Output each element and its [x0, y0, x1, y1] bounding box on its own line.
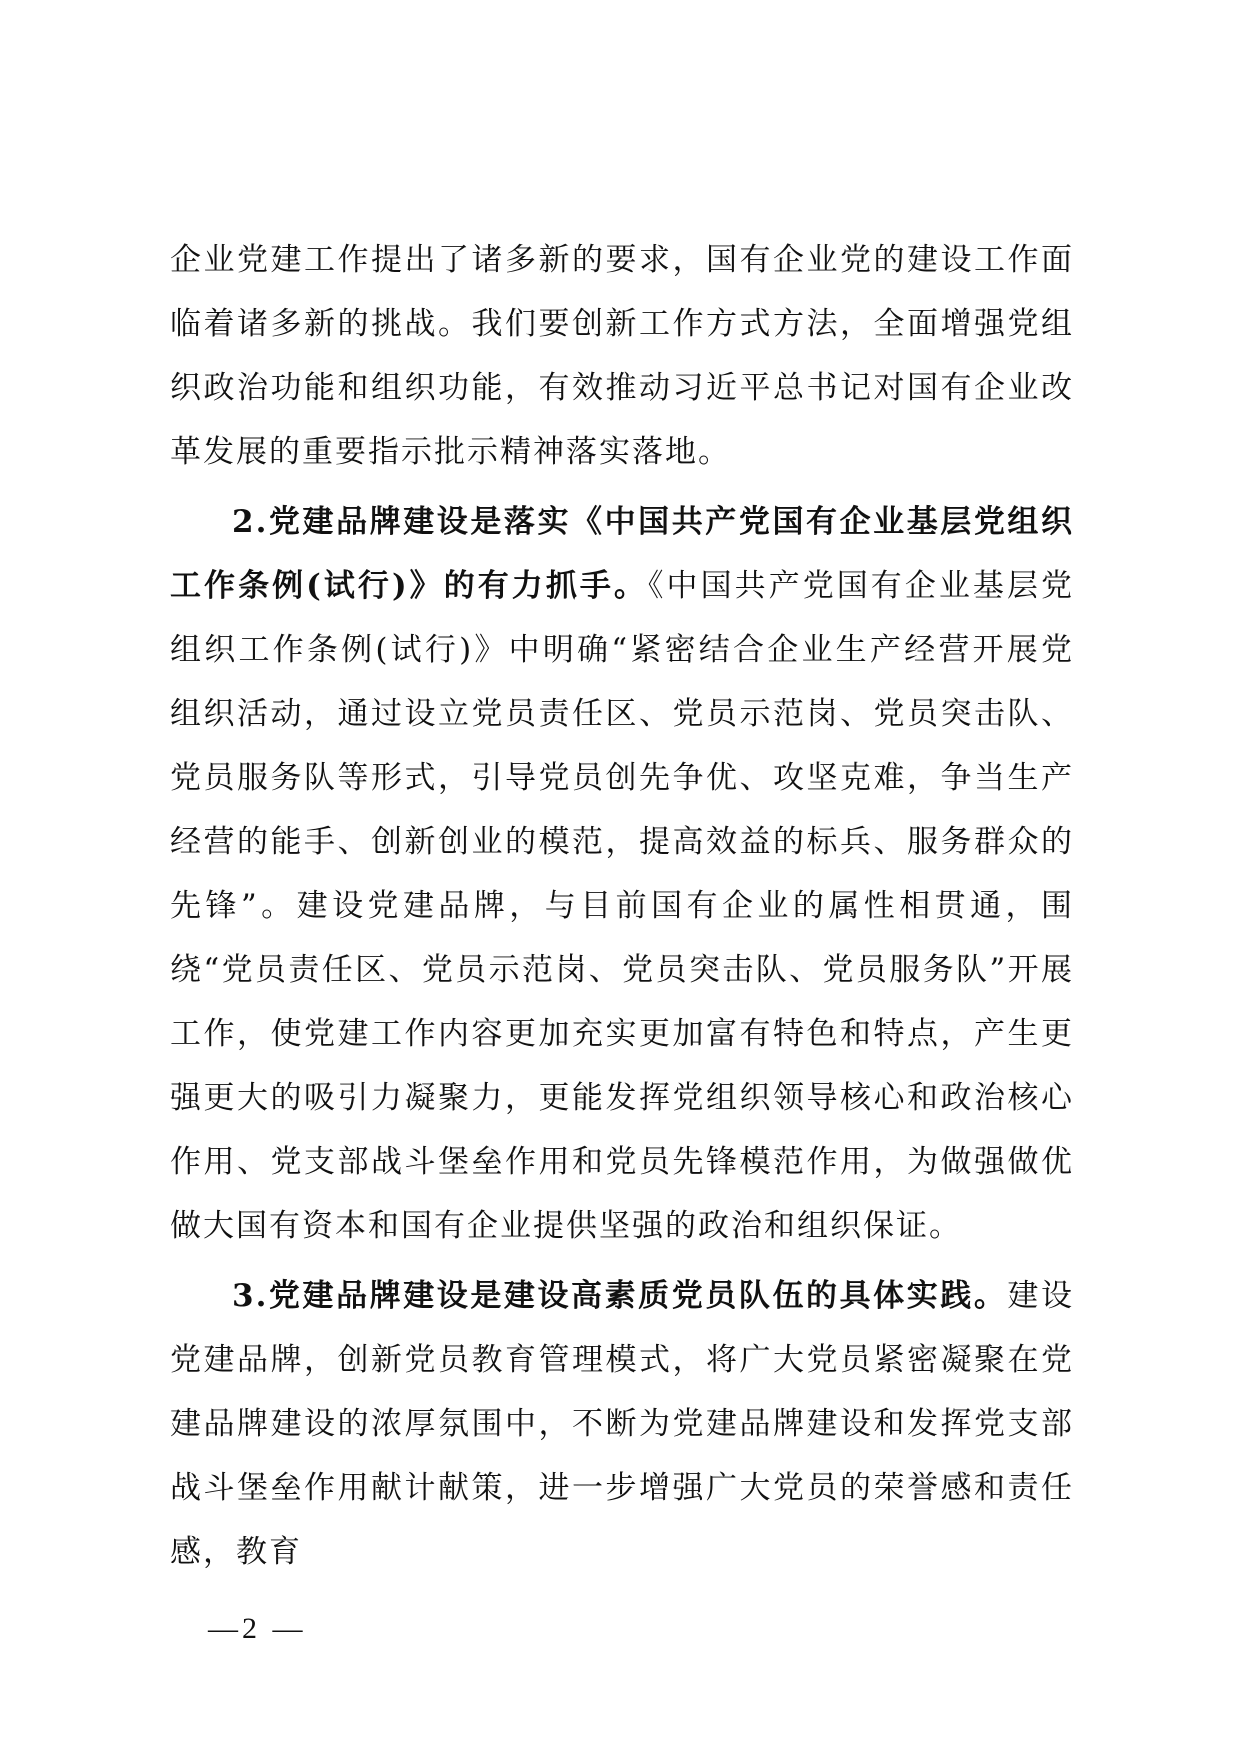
document-body: [170, 228, 1074, 1584]
paragraph-text: 企业党建工作提出了诸多新的要求，国有企业党的建设工作面临着诸多新的挑战。我们要创新工作方式方法，全面增强党组织政治功能和组织功能，有效推动习近平总书记对国有企业改革发展的重要指示批示精神落实落地。: [170, 242, 1074, 470]
paragraph-text: 《中国共产党国有企业基层党组织工作条例(试行)》中明确“紧密结合企业生产经营开展党组织活动，通过设立党员责任区、党员示范岗、党员突击队、党员服务队等形式，引导党员创先争优、攻坚克难，争当生产经营的能手、创新创业的模范，提高效益的标兵、服务群众的先锋”。建设党建品牌，与目前国有企业的属性相贯通，围绕“党员责任区、党员示范岗、党员突击队、党员服务队”开展工作，使党建工作内容更加充实更加富有特色和特点，产生更强更大的吸引力凝聚力，更能发挥党组织领导核心和政治核心作用、党支部战斗堡垒作用和党员先锋模范作用，为做强做优做大国有资本和国有企业提供坚强的政治和组织保证。: [170, 568, 1074, 1244]
page-number: —2 —: [208, 1612, 307, 1645]
paragraph-heading: 3.党建品牌建设是建设高素质党员队伍的具体实践。: [232, 1278, 1008, 1314]
paragraph-heading: 2.党建品牌建设是落实《中国共产党国有企业基层党组织工作条例(试行)》的有力抓手。: [170, 504, 1074, 604]
paragraph-text: 建设党建品牌，创新党员教育管理模式，将广大党员紧密凝聚在党建品牌建设的浓厚氛围中，不断为党建品牌建设和发挥党支部战斗堡垒作用献计献策，进一步增强广大党员的荣誉感和责任感，教育: [170, 1278, 1074, 1570]
paragraph-2: [170, 490, 1074, 1258]
paragraph-3: [170, 1264, 1074, 1584]
paragraph-continuation: [170, 228, 1074, 484]
